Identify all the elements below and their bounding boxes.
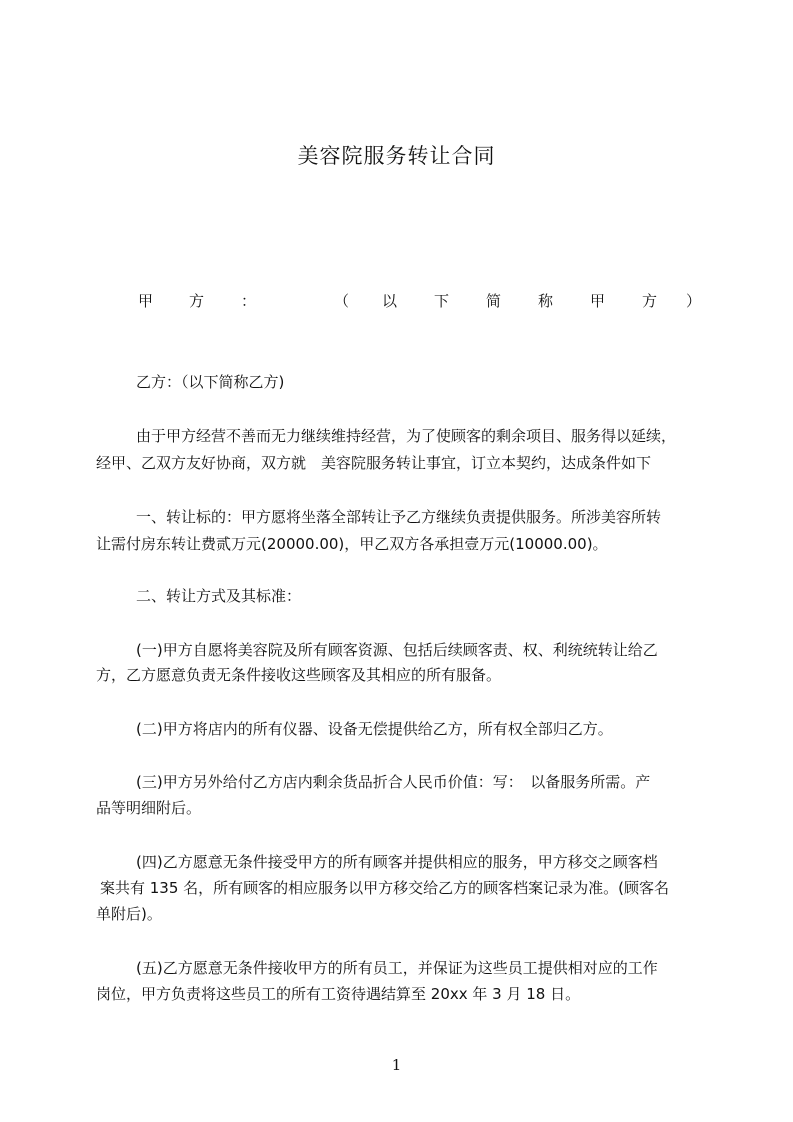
party-a-char: （ — [334, 292, 350, 310]
paragraph-line: 岗位，甲方负责将这些员工的所有工资待遇结算至 20xx 年 3 月 18 日。 — [96, 985, 581, 1003]
party-a-char: ） — [686, 292, 702, 310]
party-a-line — [96, 288, 702, 314]
party-a-char: 方 — [642, 292, 658, 310]
paragraph-line: (四)乙方愿意无条件接受甲方的所有顾客并提供相应的服务，甲方移交之顾客档 — [136, 853, 658, 871]
paragraph-line: 单附后)。 — [96, 905, 162, 923]
paragraph-line: 案共有 135 名，所有顾客的相应服务以甲方移交给乙方的顾客档案记录为准。(顾客名 — [100, 879, 670, 897]
party-b-line: 乙方：（以下简称乙方) — [136, 373, 285, 391]
paragraph-line: 方，乙方愿意负责无条件接收这些顾客及其相应的所有服备。 — [96, 666, 502, 684]
paragraph-line: (一)甲方自愿将美容院及所有顾客资源、包括后续顾客责、权、利统统转让给乙 — [136, 641, 658, 659]
paragraph-line: 让需付房东转让费贰万元(20000.00)，甲乙双方各承担壹万元(10000.00)。 — [96, 535, 608, 553]
page-number: 1 — [391, 1056, 402, 1074]
party-a-char: 甲 — [590, 292, 606, 310]
party-a-char: 方 — [189, 292, 205, 310]
party-a-char: 下 — [434, 292, 450, 310]
party-a-char: 简 — [486, 292, 502, 310]
paragraph-line: 品等明细附后。 — [96, 799, 202, 817]
section-heading: 二、转让方式及其标准： — [136, 587, 302, 605]
party-a-char: 甲 — [138, 292, 154, 310]
document-title: 美容院服务转让合同 — [297, 144, 496, 168]
paragraph-line: 经甲、乙双方友好协商，双方就 美容院服务转让事宜，订立本契约，达成条件如下 — [96, 454, 652, 472]
party-a-char: 称 — [538, 292, 554, 310]
paragraph-line: (三)甲方另外给付乙方店内剩余货品折合人民币价值：写： 以备服务所需。产 — [136, 773, 651, 791]
party-a-char: ： — [241, 292, 257, 310]
paragraph-line: (二)甲方将店内的所有仪器、设备无偿提供给乙方，所有权全部归乙方。 — [136, 720, 613, 738]
party-a-char: 以 — [382, 292, 398, 310]
paragraph-line: 一、转让标的：甲方愿将坐落全部转让予乙方继续负责提供服务。所涉美容所转 — [136, 508, 662, 526]
paragraph-line: 由于甲方经营不善而无力继续维持经营，为了使顾客的剩余项目、服务得以延续， — [136, 427, 677, 445]
paragraph-line: (五)乙方愿意无条件接收甲方的所有员工，并保证为这些员工提供相对应的工作 — [136, 959, 658, 977]
